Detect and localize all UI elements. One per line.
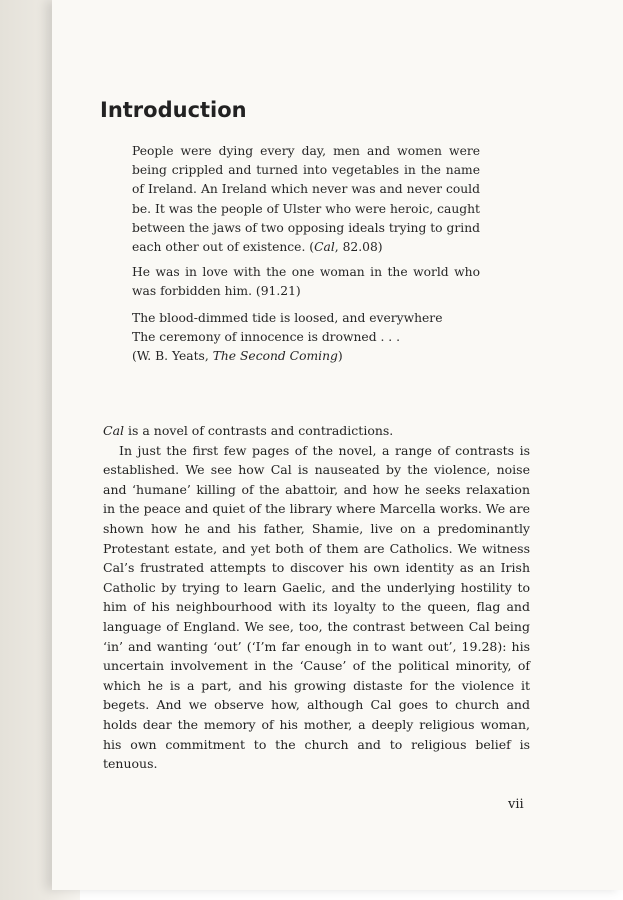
page-number: vii: [508, 797, 524, 812]
novel-title-italic: Cal: [103, 423, 125, 438]
page-title: Introduction: [100, 98, 247, 122]
epigraph-title-italic: Cal: [314, 240, 335, 255]
body-text: [103, 421, 530, 774]
attribution-title-italic: The Second Coming: [212, 349, 338, 364]
attribution-suffix: ): [337, 349, 343, 364]
opening-sentence: [103, 421, 530, 441]
body-paragraph: In just the first few pages of the novel, a range of contrasts is established. We see how Cal is nauseated by the violence, noise and ‘humane’ killing of the abattoir, and how he seeks relaxation in the peace and quiet of the library where Marcella works. We are shown how he and his father, Shamie, live on a predominantly Protestant estate, and yet both of them are Catholics. We witness Cal’s frustrated attempts to discover his own identity as an Irish Catholic by trying to learn Gaelic, and the underlying hostility to him of his neighbourhood with its loyalty to the queen, flag and language of England. We see, too, the contrast between Cal being ‘in’ and wanting ‘out’ (‘I’m far enough in to want out’, 19.28): his uncertain involvement in the ‘Cause’ of the political minority, of which he is a part, and his growing distaste for the violence it begets. And we observe how, although Cal goes to church and holds dear the memory of his mother, a deeply religious woman, his own commitment to the church and to religious belief is tenuous.: [103, 442, 530, 772]
epigraph-cal-ulster: [132, 142, 480, 257]
epigraph-forbidden-love: He was in love with the one woman in the world who was forbidden him. (91.21): [132, 265, 480, 299]
attribution-prefix: (W. B. Yeats,: [132, 349, 213, 364]
poem-line: The blood-dimmed tide is loosed, and everywhere: [132, 311, 443, 325]
epigraph-reference: , 82.08): [334, 240, 383, 255]
opening-sentence-rest: is a novel of contrasts and contradictions.: [124, 423, 394, 438]
epigraph-text: People were dying every day, men and women were being crippled and turned into vegetables in the name of Ireland. An Ireland which never was and never could be. It was the people of Ulster who were heroic, caught between the jaws of two opposing ideals trying to grind each other out of existence. (: [132, 144, 480, 255]
epigraph-yeats: [132, 309, 480, 367]
poem-line: The ceremony of innocence is drowned . . .: [132, 330, 401, 345]
